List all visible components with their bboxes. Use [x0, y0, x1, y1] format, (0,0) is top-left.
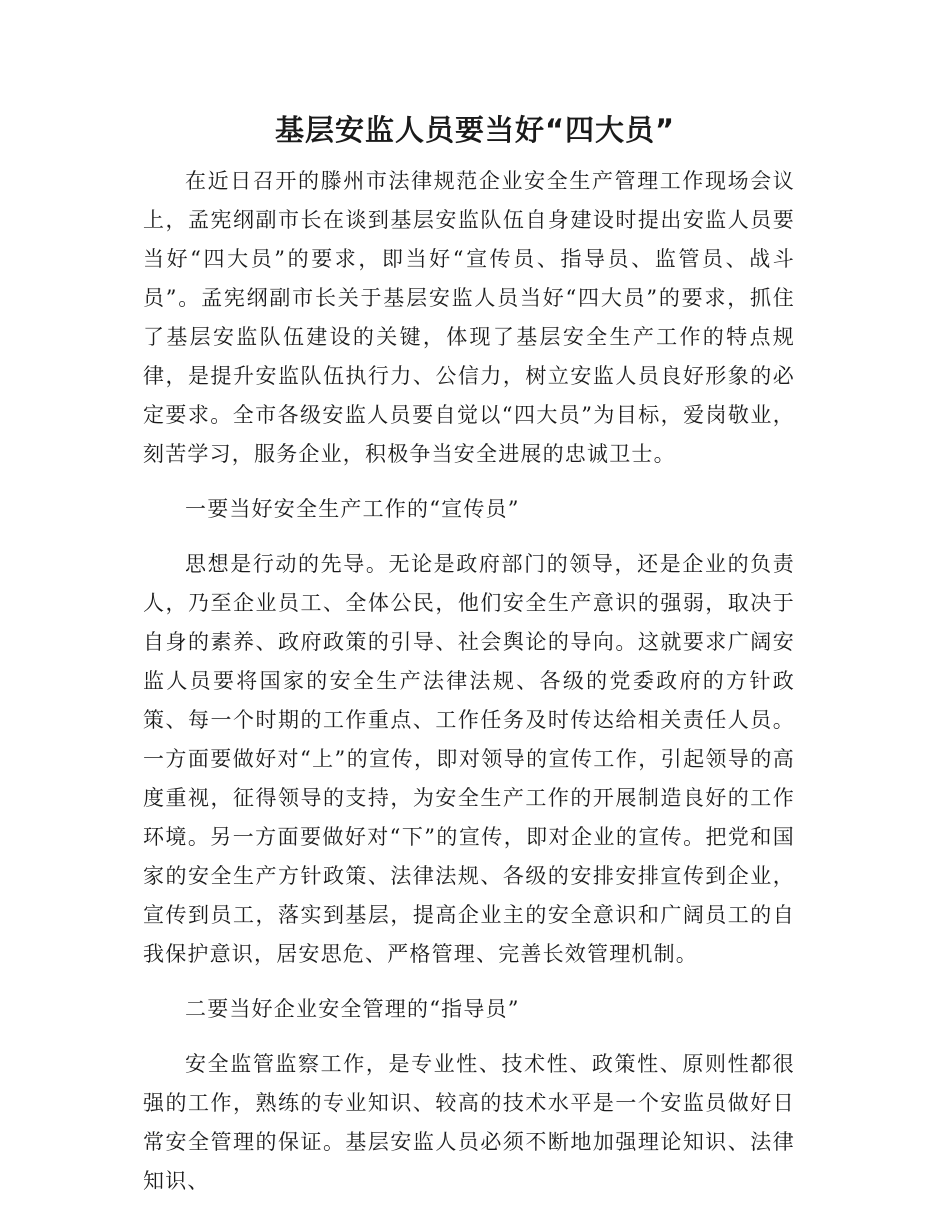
section-body-1: 思想是行动的先导。无论是政府部门的领导，还是企业的负责人，乃至企业员工、全体公民，他们安全生产意识的强弱，取决于自身的素养、政府政策的引导、社会舆论的导向。这就要求广阔安监人员要将国家的安全生产法律法规、各级的党委政府的方针政策、每一个时期的工作重点、工作任务及时传达给相关责任人员。一方面要做好对“上”的宣传，即对领导的宣传工作，引起领导的高度重视，征得领导的支持，为安全生产工作的开展制造良好的工作环境。另一方面要做好对“下”的宣传，即对企业的宣传。把党和国家的安全生产方针政策、法律法规、各级的安排安排宣传到企业，宣传到员工，落实到基层，提高企业主的安全意识和广阔员工的自我保护意识，居安思危、严格管理、完善长效管理机制。	[143, 552, 795, 966]
section-heading-2: 二要当好企业安全管理的“指导员”	[185, 997, 520, 1021]
paragraph-spacer	[143, 474, 795, 490]
intro-paragraph: 在近日召开的滕州市法律规范企业安全生产管理工作现场会议上，孟宪纲副市长在谈到基层安监队伍自身建设时提出安监人员要当好“四大员”的要求，即当好“宣传员、指导员、监管员、战斗员”。孟宪纲副市长关于基层安监人员当好“四大员”的要求，抓住了基层安监队伍建设的关键，体现了基层安全生产工作的特点规律，是提升安监队伍执行力、公信力，树立安监人员良好形象的必定要求。全市各级安监人员要自觉以“四大员”为目标，爱岗敬业，刻苦学习，服务企业，积极争当安全进展的忠诚卫士。	[143, 169, 795, 466]
section-body-2: 安全监管监察工作，是专业性、技术性、政策性、原则性都很强的工作，熟练的专业知识、较高的技术水平是一个安监员做好日常安全管理的保证。基层安监人员必须不断地加强理论知识、法律知识、	[143, 1052, 795, 1193]
document-title: 基层安监人员要当好“四大员”	[274, 113, 676, 147]
paragraph-spacer	[143, 974, 795, 990]
paragraph-spacer	[143, 529, 795, 545]
paragraph-spacer	[143, 1029, 795, 1045]
document-body	[143, 162, 795, 1201]
section-heading-1: 一要当好安全生产工作的“宣传员”	[185, 497, 520, 521]
